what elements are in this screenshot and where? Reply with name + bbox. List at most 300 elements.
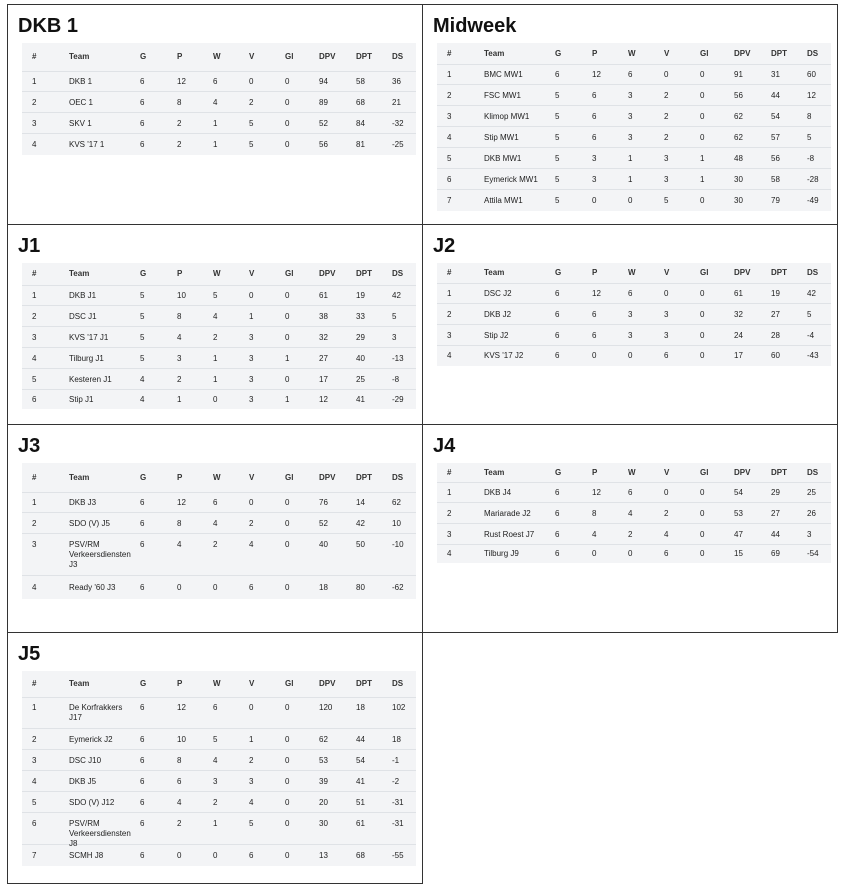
cell-dpt: 54: [771, 112, 780, 121]
cell-draw: 0: [700, 351, 705, 360]
cell-dpt: 27: [771, 509, 780, 518]
cell-lost: 2: [664, 112, 669, 121]
header-lost: V: [249, 679, 255, 688]
cell-team: De Korfrakkers J17: [69, 703, 123, 722]
section-title: J4: [433, 435, 456, 457]
cell-draw: 1: [700, 175, 705, 184]
header-rank: #: [447, 49, 452, 58]
cell-draw: 0: [700, 70, 705, 79]
cell-rank: 6: [32, 819, 37, 828]
cell-ds: 10: [392, 519, 401, 528]
cell-points: 10: [177, 735, 186, 744]
header-ds: DS: [392, 679, 404, 688]
cell-dpv: 30: [319, 819, 328, 828]
cell-dpt: 28: [771, 331, 780, 340]
cell-rank: 2: [32, 312, 37, 321]
table-row: [437, 482, 831, 503]
cell-played: 6: [140, 140, 145, 149]
cell-ds: -10: [392, 540, 404, 549]
cell-dpv: 30: [734, 196, 743, 205]
cell-lost: 5: [249, 819, 254, 828]
cell-team: OEC 1: [69, 98, 94, 107]
cell-points: 6: [592, 331, 597, 340]
cell-lost: 5: [249, 119, 254, 128]
cell-ds: 3: [807, 530, 812, 539]
header-draw: Gl: [700, 468, 709, 477]
standings-section: [7, 632, 423, 884]
cell-points: 8: [177, 98, 182, 107]
cell-ds: -31: [392, 819, 404, 828]
cell-draw: 1: [285, 395, 290, 404]
cell-ds: -1: [392, 756, 400, 765]
cell-played: 6: [140, 851, 145, 860]
cell-dpt: 68: [356, 851, 365, 860]
table-row: [437, 524, 831, 545]
cell-won: 4: [213, 98, 218, 107]
cell-rank: 1: [32, 498, 37, 507]
header-ds: DS: [807, 468, 819, 477]
cell-played: 6: [140, 798, 145, 807]
cell-lost: 3: [249, 375, 254, 384]
header-draw: Gl: [700, 49, 709, 58]
cell-draw: 0: [285, 77, 290, 86]
cell-draw: 0: [285, 777, 290, 786]
cell-draw: 0: [700, 310, 705, 319]
cell-team: Stip J1: [69, 395, 94, 404]
cell-won: 1: [213, 140, 218, 149]
standings-table: [22, 43, 416, 155]
cell-dpt: 61: [356, 819, 365, 828]
header-team: Team: [484, 49, 505, 58]
cell-dpt: 69: [771, 549, 780, 558]
cell-played: 5: [140, 291, 145, 300]
cell-rank: 3: [32, 756, 37, 765]
cell-points: 3: [592, 154, 597, 163]
cell-played: 6: [555, 289, 560, 298]
cell-dpv: 62: [734, 133, 743, 142]
cell-dpv: 47: [734, 530, 743, 539]
standings-table: [22, 263, 416, 409]
cell-dpv: 53: [734, 509, 743, 518]
standings-section: [422, 424, 838, 633]
cell-ds: 8: [807, 112, 812, 121]
table-row: [22, 750, 416, 771]
cell-ds: 12: [807, 91, 816, 100]
header-played: G: [555, 268, 562, 277]
header-won: W: [628, 468, 636, 477]
header-won: W: [213, 52, 221, 61]
cell-played: 6: [140, 77, 145, 86]
header-team: Team: [69, 52, 90, 61]
cell-points: 8: [177, 756, 182, 765]
cell-draw: 0: [700, 289, 705, 298]
cell-lost: 0: [249, 703, 254, 712]
table-row: [437, 85, 831, 106]
cell-ds: 42: [392, 291, 401, 300]
table-row: [437, 148, 831, 169]
cell-points: 2: [177, 375, 182, 384]
table-header: [22, 671, 416, 698]
header-points: P: [177, 52, 183, 61]
cell-dpv: 17: [319, 375, 328, 384]
cell-ds: -29: [392, 395, 404, 404]
header-dpt: DPT: [356, 52, 372, 61]
standings-section: [422, 4, 838, 225]
header-rank: #: [32, 473, 37, 482]
cell-points: 2: [177, 119, 182, 128]
header-lost: V: [664, 268, 670, 277]
cell-team: FSC MW1: [484, 91, 521, 100]
header-dpv: DPV: [319, 269, 336, 278]
cell-draw: 0: [285, 703, 290, 712]
cell-rank: 3: [447, 112, 452, 121]
cell-draw: 0: [285, 735, 290, 744]
cell-lost: 0: [249, 77, 254, 86]
cell-ds: 102: [392, 703, 406, 712]
cell-dpv: 56: [319, 140, 328, 149]
cell-draw: 0: [285, 140, 290, 149]
cell-dpv: 13: [319, 851, 328, 860]
cell-won: 3: [628, 331, 633, 340]
cell-rank: 4: [447, 351, 452, 360]
table-row: [22, 327, 416, 348]
header-team: Team: [69, 473, 90, 482]
cell-team: SDO (V) J5: [69, 519, 110, 528]
table-row: [437, 106, 831, 127]
cell-dpv: 61: [319, 291, 328, 300]
cell-dpv: 76: [319, 498, 328, 507]
cell-team: Mariarade J2: [484, 509, 531, 518]
cell-dpv: 52: [319, 519, 328, 528]
cell-played: 6: [140, 519, 145, 528]
standings-table: [22, 671, 416, 866]
cell-played: 6: [140, 756, 145, 765]
cell-ds: 26: [807, 509, 816, 518]
cell-rank: 5: [447, 154, 452, 163]
cell-team: SKV 1: [69, 119, 92, 128]
cell-lost: 3: [249, 395, 254, 404]
cell-lost: 3: [249, 333, 254, 342]
cell-ds: -49: [807, 196, 819, 205]
cell-won: 4: [213, 312, 218, 321]
table-row: [437, 127, 831, 148]
cell-played: 6: [555, 549, 560, 558]
cell-lost: 0: [249, 291, 254, 300]
table-row: [22, 492, 416, 513]
cell-points: 4: [177, 333, 182, 342]
cell-ds: 5: [392, 312, 397, 321]
cell-points: 4: [592, 530, 597, 539]
cell-dpt: 40: [356, 354, 365, 363]
cell-dpv: 89: [319, 98, 328, 107]
cell-points: 8: [592, 509, 597, 518]
cell-won: 0: [213, 395, 218, 404]
header-won: W: [628, 49, 636, 58]
cell-lost: 6: [664, 351, 669, 360]
cell-won: 5: [213, 291, 218, 300]
cell-won: 6: [628, 488, 633, 497]
header-dpt: DPT: [356, 679, 372, 688]
standings-grid: [7, 4, 838, 884]
cell-lost: 3: [249, 354, 254, 363]
cell-lost: 6: [249, 583, 254, 592]
cell-points: 2: [177, 140, 182, 149]
cell-draw: 0: [285, 540, 290, 549]
header-dpt: DPT: [771, 49, 787, 58]
header-dpt: DPT: [771, 268, 787, 277]
cell-rank: 4: [32, 354, 37, 363]
cell-lost: 6: [664, 549, 669, 558]
header-played: G: [555, 49, 562, 58]
cell-won: 3: [628, 133, 633, 142]
standings-section: [7, 424, 423, 633]
cell-dpt: 44: [771, 530, 780, 539]
table-row: [22, 792, 416, 813]
cell-team: PSV/RM Verkeersdiensten J3: [69, 540, 131, 569]
cell-dpt: 25: [356, 375, 365, 384]
cell-played: 6: [140, 819, 145, 828]
cell-won: 6: [213, 77, 218, 86]
cell-team: DKB 1: [69, 77, 93, 86]
cell-played: 6: [555, 331, 560, 340]
table-row: [22, 845, 416, 865]
header-rank: #: [32, 269, 37, 278]
header-lost: V: [249, 52, 255, 61]
cell-dpt: 60: [771, 351, 780, 360]
cell-team: DSC J2: [484, 289, 512, 298]
header-points: P: [177, 679, 183, 688]
cell-team: Tilburg J9: [484, 549, 519, 558]
table-row: [22, 113, 416, 134]
cell-dpt: 41: [356, 777, 365, 786]
cell-points: 12: [592, 70, 601, 79]
cell-dpv: 91: [734, 70, 743, 79]
cell-team: Attila MW1: [484, 196, 523, 205]
cell-played: 6: [555, 310, 560, 319]
cell-rank: 4: [447, 549, 452, 558]
header-team: Team: [69, 679, 90, 688]
cell-dpv: 32: [734, 310, 743, 319]
cell-rank: 3: [447, 530, 452, 539]
header-draw: Gl: [285, 679, 294, 688]
cell-points: 12: [177, 77, 186, 86]
cell-dpt: 44: [771, 91, 780, 100]
cell-team: DKB J2: [484, 310, 512, 319]
header-rank: #: [32, 52, 37, 61]
cell-draw: 0: [285, 98, 290, 107]
cell-ds: 42: [807, 289, 816, 298]
cell-draw: 1: [700, 154, 705, 163]
cell-played: 4: [140, 395, 145, 404]
cell-ds: -4: [807, 331, 815, 340]
cell-dpt: 18: [356, 703, 365, 712]
cell-draw: 0: [285, 333, 290, 342]
cell-dpt: 41: [356, 395, 365, 404]
header-ds: DS: [392, 473, 404, 482]
cell-played: 6: [555, 509, 560, 518]
cell-lost: 0: [664, 289, 669, 298]
table-row: [437, 283, 831, 304]
cell-team: Rust Roest J7: [484, 530, 535, 539]
header-dpt: DPT: [356, 269, 372, 278]
header-dpv: DPV: [734, 468, 751, 477]
cell-rank: 1: [447, 289, 452, 298]
table-row: [437, 503, 831, 524]
cell-won: 1: [628, 175, 633, 184]
header-draw: Gl: [700, 268, 709, 277]
cell-won: 4: [213, 756, 218, 765]
header-lost: V: [249, 269, 255, 278]
cell-rank: 1: [32, 291, 37, 300]
cell-draw: 0: [700, 488, 705, 497]
cell-points: 12: [177, 498, 186, 507]
cell-dpv: 27: [319, 354, 328, 363]
cell-team: KVS '17 J1: [69, 333, 109, 342]
cell-ds: 5: [807, 133, 812, 142]
cell-ds: 5: [807, 310, 812, 319]
cell-ds: 18: [392, 735, 401, 744]
cell-won: 6: [213, 703, 218, 712]
cell-ds: -55: [392, 851, 404, 860]
cell-ds: 60: [807, 70, 816, 79]
cell-dpv: 54: [734, 488, 743, 497]
header-played: G: [140, 269, 147, 278]
cell-dpv: 24: [734, 331, 743, 340]
header-points: P: [592, 268, 598, 277]
cell-lost: 3: [664, 154, 669, 163]
header-won: W: [213, 269, 221, 278]
standings-section: [7, 4, 423, 225]
cell-draw: 0: [700, 549, 705, 558]
cell-rank: 2: [32, 519, 37, 528]
table-header: [22, 463, 416, 493]
standings-table: [437, 463, 831, 563]
table-header: [437, 463, 831, 483]
cell-rank: 1: [32, 77, 37, 86]
cell-points: 4: [177, 798, 182, 807]
header-won: W: [628, 268, 636, 277]
cell-played: 5: [555, 196, 560, 205]
cell-team: DKB J3: [69, 498, 97, 507]
cell-rank: 6: [32, 395, 37, 404]
cell-draw: 0: [700, 91, 705, 100]
standings-section: [422, 224, 838, 425]
cell-lost: 0: [664, 488, 669, 497]
header-draw: Gl: [285, 269, 294, 278]
cell-dpt: 27: [771, 310, 780, 319]
section-title: DKB 1: [18, 15, 79, 37]
cell-dpv: 48: [734, 154, 743, 163]
header-team: Team: [484, 468, 505, 477]
cell-played: 6: [555, 70, 560, 79]
header-points: P: [592, 49, 598, 58]
cell-points: 0: [592, 196, 597, 205]
cell-draw: 0: [285, 291, 290, 300]
cell-ds: 21: [392, 98, 401, 107]
cell-points: 0: [592, 549, 597, 558]
cell-points: 8: [177, 519, 182, 528]
cell-dpv: 40: [319, 540, 328, 549]
cell-ds: 25: [807, 488, 816, 497]
standings-table: [22, 463, 416, 599]
header-won: W: [213, 679, 221, 688]
cell-won: 1: [213, 119, 218, 128]
cell-dpt: 79: [771, 196, 780, 205]
cell-lost: 2: [249, 519, 254, 528]
cell-dpv: 20: [319, 798, 328, 807]
header-played: G: [555, 468, 562, 477]
cell-dpv: 38: [319, 312, 328, 321]
table-row: [22, 697, 416, 729]
cell-team: SDO (V) J12: [69, 798, 115, 807]
table-row: [22, 576, 416, 598]
cell-dpv: 17: [734, 351, 743, 360]
cell-lost: 3: [664, 175, 669, 184]
table-row: [22, 513, 416, 534]
cell-won: 0: [213, 583, 218, 592]
cell-ds: -13: [392, 354, 404, 363]
cell-points: 6: [592, 91, 597, 100]
cell-lost: 3: [664, 310, 669, 319]
cell-won: 6: [213, 498, 218, 507]
cell-dpt: 50: [356, 540, 365, 549]
cell-dpv: 15: [734, 549, 743, 558]
section-title: J1: [18, 235, 41, 257]
header-points: P: [592, 468, 598, 477]
cell-lost: 5: [664, 196, 669, 205]
cell-points: 0: [177, 583, 182, 592]
cell-won: 1: [213, 819, 218, 828]
cell-draw: 1: [285, 354, 290, 363]
cell-rank: 7: [32, 851, 37, 860]
table-row: [22, 369, 416, 390]
table-row: [22, 390, 416, 408]
header-dpv: DPV: [319, 52, 336, 61]
cell-won: 2: [628, 530, 633, 539]
cell-ds: -62: [392, 583, 404, 592]
header-dpv: DPV: [734, 49, 751, 58]
cell-dpt: 58: [356, 77, 365, 86]
cell-lost: 3: [249, 777, 254, 786]
cell-team: Stip MW1: [484, 133, 519, 142]
cell-played: 6: [140, 119, 145, 128]
cell-dpv: 62: [734, 112, 743, 121]
cell-won: 1: [213, 354, 218, 363]
cell-played: 6: [140, 703, 145, 712]
cell-ds: -2: [392, 777, 400, 786]
cell-draw: 0: [285, 583, 290, 592]
cell-won: 6: [628, 70, 633, 79]
cell-lost: 2: [249, 98, 254, 107]
cell-dpt: 68: [356, 98, 365, 107]
cell-rank: 3: [32, 119, 37, 128]
cell-rank: 1: [32, 703, 37, 712]
cell-won: 1: [628, 154, 633, 163]
cell-lost: 0: [664, 70, 669, 79]
table-header: [437, 43, 831, 65]
table-row: [22, 771, 416, 792]
cell-team: Tilburg J1: [69, 354, 104, 363]
header-ds: DS: [392, 269, 404, 278]
table-row: [437, 64, 831, 85]
cell-ds: -54: [807, 549, 819, 558]
cell-dpv: 94: [319, 77, 328, 86]
cell-rank: 1: [447, 70, 452, 79]
cell-points: 0: [177, 851, 182, 860]
cell-team: KVS '17 J2: [484, 351, 524, 360]
header-ds: DS: [807, 49, 819, 58]
cell-dpv: 39: [319, 777, 328, 786]
